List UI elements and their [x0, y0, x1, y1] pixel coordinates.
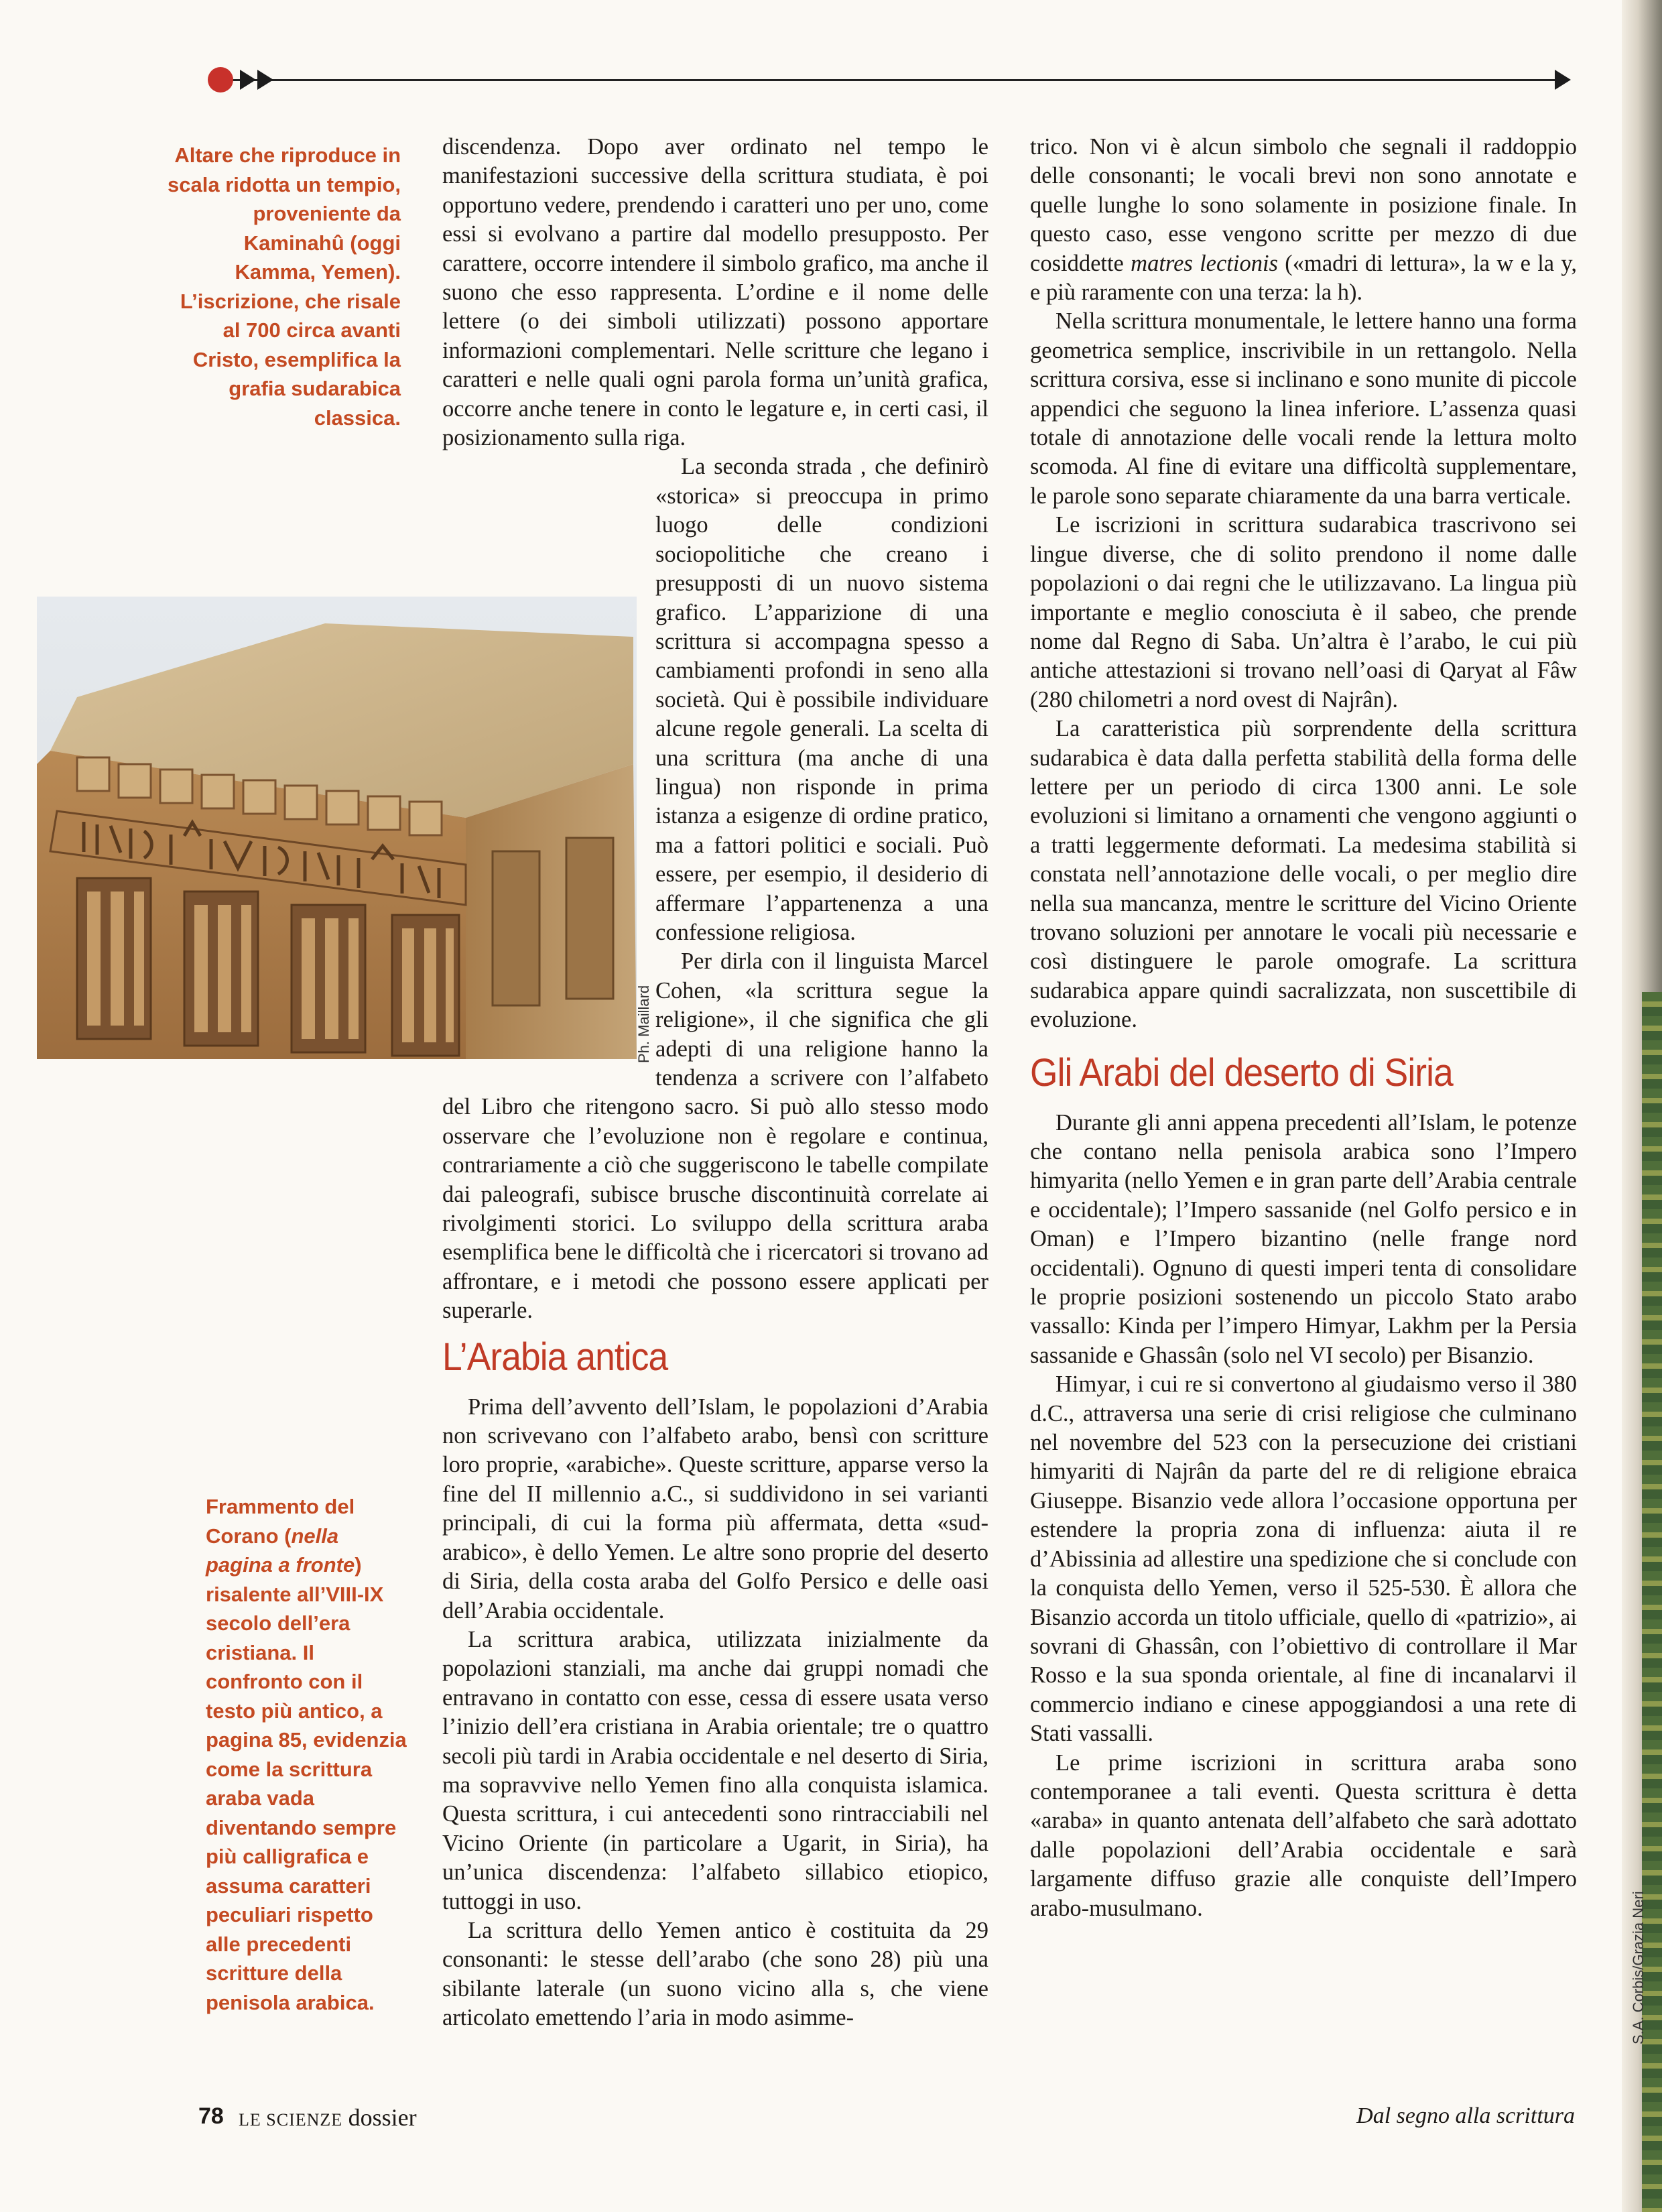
middle-column [442, 133, 988, 2033]
quran-caption-emphasis: nella pagina a fronte [206, 1524, 355, 1577]
paragraph: Le prime iscrizioni in scrittura araba sono contemporanee a tali eventi. Questa scrittura è detta «araba» in quanto antenata dell’alfabeto che sarà adottato dalle popolazioni dell’Arabia occidentale e sarà largamente diffuso grazie alle conquiste dell’Impero arabo-musulmano. [1030, 1749, 1577, 1921]
paragraph [442, 452, 988, 947]
paragraph: Le iscrizioni in scrittura sudarabica trascrivono sei lingue diverse, che di solito prendono il nome dalle popolazioni o dai regni che le utilizzavano. La lingua più importante e meglio conosciuta è il sabeo, che prende nome dal Regno di Saba. Un’altra è l’arabo, le cui più antiche attestazioni si trovano nell’oasi di Qaryat al Fâw (280 chilometri a nord ovest di Najrân). [1030, 512, 1577, 713]
paragraph: Durante gli anni appena precedenti all’Islam, le potenze che contano nella penisola arabica sono l’Impero himyarita (nello Yemen e in gran parte dell’Arabia centrale e occidentale); l’Impero sassanide (nel Golfo persico e in Oman) e l’Impero bizantino (nelle frange nord occidentali). Ognuno di questi imperi tenta di consolidare le proprie posizioni sostenendo un piccolo Stato arabo vassallo: Kinda per l’impero Himyar, Lakhm per la Persia sassanide e Ghassân (solo nel VI secolo) per Bisanzio. [1030, 1109, 1577, 1368]
paragraph-text: trico. Non vi è alcun simbolo che segnali il raddoppio delle consonanti; le vocali brevi non sono annotate e quelle lunghe lo sono solamente in posizione finale. In questo caso, esse vengono scritte per mezzo di due cosiddette [1030, 134, 1577, 276]
red-dot-marker-icon [208, 67, 233, 93]
paragraph: Per dirla con il linguista Marcel Cohen, «la scrittura segue la religione», il che significa che gli adepti di una religione hanno la tendenza a scrivere con l’alfabeto del Libro che ritengono sacro. Si può allo stesso modo osservare che l’evoluzione non è regolare e continua, contrariamente a ciò che suggeriscono le tabelle compilate dai paleografi, subisce brusche discontinuità correlate ai rivolgimenti storici. Lo sviluppo della scrittura araba esemplifica bene le difficoltà che i ricercatori si trovano ad affrontare, e i metodi che possono essere applicati per superarle. [442, 948, 988, 1324]
right-column [1030, 133, 1577, 1923]
section-heading: Gli Arabi del deserto di Siria [1030, 1050, 1453, 1095]
quran-caption-text: Frammento del Corano ( [206, 1495, 355, 1548]
photo-wrap-spacer [442, 563, 655, 1066]
paragraph: La scrittura dello Yemen antico è costituita da 29 consonanti: le stesse dell’arabo (che sono 28) più una sibilante laterale (un suono vicino alla s, che viene articolato emettendo l’aria in modo asimme- [442, 1917, 988, 2031]
magazine-title: LE SCIENZE [239, 2110, 343, 2130]
paragraph-text: («madri di lettura», la w e la y, e più raramente con una terza: la h). [1030, 250, 1578, 306]
section-title: Dal segno alla scrittura [1356, 2103, 1575, 2128]
double-arrow-icon [257, 70, 273, 90]
section-heading: L’Arabia antica [442, 1335, 668, 1379]
paragraph: La scrittura arabica, utilizzata inizialmente da popolazioni stanziali, ma anche dai gruppi nomadi che entravano in contatto con esse, cessa di essere usata verso l’inizio dell’era cristiana in Arabia orientale; tre o quattro secoli più tardi in Arabia occidentale e nel deserto di Siria, ma sopravvive nello Yemen fino alla conquista islamica. Questa scrittura, i cui antecedenti sono rintracciabili nel Vicino Oriente (in particolare a Ugarit, in Siria), ha un’unica discendenza: l’alfabeto sillabico etiopico, tuttoggi in uso. [442, 1626, 988, 1914]
paragraph: Nella scrittura monumentale, le lettere hanno una forma geometrica semplice, inscrivibile in un rettangolo. Nella scrittura corsiva, esse si inclinano e sono munite di piccole appendici che seguono la linea inferiore. L’assenza quasi totale di annotazione delle vocali rende la lettura molto scomoda. Al fine di evitare una difficoltà supplementare, le parole sono separate chiaramente da una barra verticale. [1030, 308, 1577, 509]
magazine-series: dossier [348, 2104, 417, 2131]
photo-credit: Ph. Maillard [635, 985, 652, 1063]
paragraph: Himyar, i cui re si convertono al giudaismo verso il 380 d.C., attraversa una serie di crisi religiose che culminano nel novembre del 523 con la persecuzione dei cristiani himyariti di Najrân da parte del re di religione ebraica Giuseppe. Bisanzio vede allora l’occasione opportuna per estendere la propria zona di influenza: aiuta il re d’Abissinia ad allestire una spedizione che si conclude con la conquista dello Yemen, verso il 525-530. È allora che Bisanzio accorda un titolo ufficiale, quello di «patrizio», ai sovrani di Ghassân, con l’obiettivo di controllare il Mar Rosso e la sua sponda orientale, al fine di incanalarvi il commercio indiano e cinese appoggiandosi a una rete di Stati vassalli. [1030, 1371, 1577, 1747]
paragraph [1030, 133, 1577, 307]
double-arrow-icon [240, 70, 256, 90]
page-number: 78 [198, 2103, 224, 2129]
quran-caption-text: ) risalente all’VIII-IX secolo dell’era cristiana. Il confronto con il testo più antico, a pagina 85, evidenzia come la scrittura araba vada diventando sempre più calligrafica e assuma caratteri peculiari rispetto alle precedenti scritture della penisola arabica. [206, 1553, 407, 2014]
paragraph-text: La seconda strada , che definirò «storica» si preoccupa in primo luogo delle condizioni sociopolitiche che creano i presupposti di un nuovo sistema grafico. L’apparizione di una scrittura si accompagna spesso a cambiamenti profondi in seno alla società. Qui è possibile individuare alcune regole generali. La scelta di una scrittura (ma anche di una lingua) non risponde in prima istanza a esigenze di ordine pratico, ma a fattori politici e sociali. Può essere, per esempio, il desiderio di affermare l’appartenenza a una confessione religiosa. [655, 454, 988, 945]
paragraph: discendenza. Dopo aver ordinato nel tempo le manifestazioni successive della scrittura studiata, è poi opportuno vedere, prendendo i caratteri uno per uno, come essi si evolvano a partire dal modello presupposto. Per carattere, occorre intendere il simbolo grafico, ma anche il suono che esso rappresenta. L’ordine e il nome delle lettere (o dei simboli utilizzati) possono apportare informazioni complementari. Nelle scritture che legano i caratteri e nelle quali ogni parola forma un’unità grafica, occorre anche tenere in conto le legature e, in certi casi, il posizionamento sulla riga. [442, 134, 988, 451]
paragraph: La caratteristica più sorprendente della scrittura sudarabica è data dalla perfetta stabilità della forma delle lettere per un periodo di circa 1300 anni. Le sole evoluzioni si limitano a ornamenti che vengono aggiunti o a tratti leggermente deformati. La medesima stabilità si constata nell’annotazione delle vocali, o per meglio dire nella sua mancanza, mentre le scritture del Vicino Oriente trovano soluzioni per annotare le vocali più necessarie e così distinguere le parole omografe. La scrittura sudarabica appare quindi sacralizzata, non suscettibile di evoluzione. [1030, 716, 1577, 1033]
side-photo-credit: S.A. Corbis/Grazia Neri [1630, 1891, 1647, 2044]
altar-caption: Altare che riproduce in scala ridotta un tempio, proveniente da Kaminahû (oggi Kamma, Yemen). L’iscrizione, che risale al 700 circa avanti Cristo, esemplifica la grafia sudarabica classica. [168, 143, 401, 430]
quran-caption [206, 1492, 407, 2017]
arrow-end-icon [1555, 70, 1571, 90]
top-rule [221, 79, 1558, 81]
latin-term: matres lectionis [1131, 250, 1278, 276]
paragraph: Prima dell’avvento dell’Islam, le popolazioni d’Arabia non scrivevano con l’alfabeto arabo, bensì con scritture loro proprie, «arabiche». Queste scritture, apparse verso la fine del II millennio a.C., si suddividono in sei varianti principali, di cui la forma più affermata, detta «sud-arabico», è dello Yemen. Le altre sono proprie del deserto di Siria, della costa araba del Golfo Persico e delle oasi dell’Arabia occidentale. [442, 1394, 988, 1623]
magazine-name [239, 2103, 417, 2132]
